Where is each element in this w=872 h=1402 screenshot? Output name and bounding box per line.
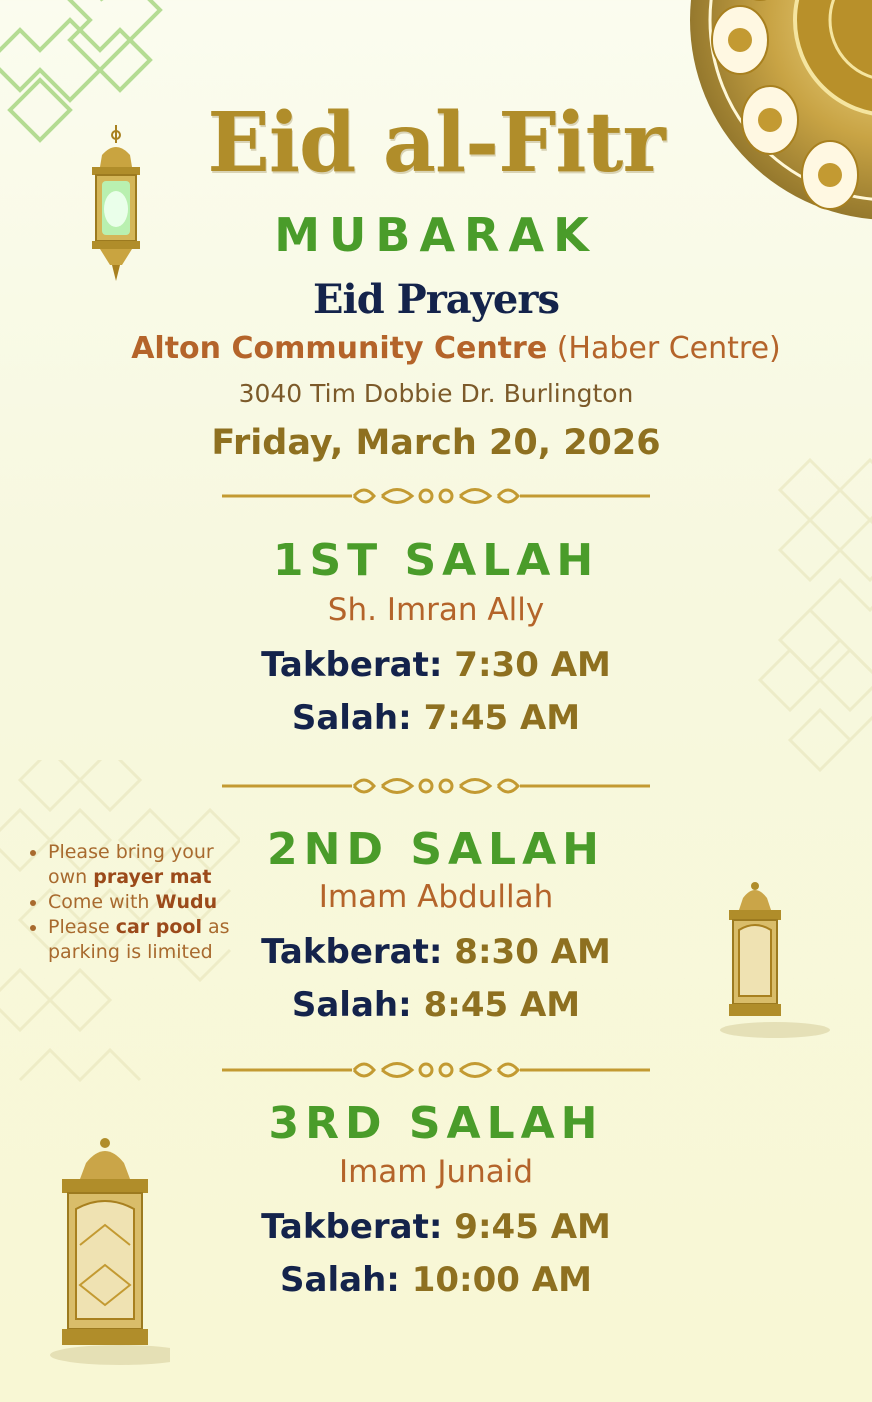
salah-imam: Imam Junaid: [338, 1154, 534, 1190]
salah-imam: Imam Abdullah: [318, 879, 554, 915]
venue-address: 3040 Tim Dobbie Dr. Burlington: [238, 379, 634, 408]
takberat-time: 9:45 AM: [454, 1207, 611, 1247]
venue-alias: (Haber Centre): [556, 331, 781, 366]
takberat-label: Takberat:: [261, 932, 443, 972]
salah-time: 8:45 AM: [423, 985, 581, 1025]
salah-time: 10:00 AM: [411, 1260, 592, 1300]
note-text: Please: [48, 916, 116, 938]
notes-list: [26, 840, 236, 965]
note-item: [26, 915, 236, 965]
note-text: as parking is limited: [48, 916, 230, 963]
takberat-row: [0, 1207, 872, 1247]
venue-line: [20, 331, 872, 366]
takberat-time: 7:30 AM: [454, 645, 611, 685]
venue-name: Alton Community Centre: [131, 331, 548, 366]
salah-label: Salah:: [291, 698, 412, 738]
event-date: Friday, March 20, 2026: [211, 423, 661, 463]
takberat-label: Takberat:: [261, 645, 443, 685]
takberat-row: [0, 645, 872, 685]
section-heading: Eid Prayers: [313, 276, 559, 323]
takberat-label: Takberat:: [261, 1207, 443, 1247]
note-text: Please bring your own: [48, 841, 214, 888]
note-emphasis: car pool: [115, 916, 202, 938]
note-text: Come with: [48, 891, 156, 913]
scroll-divider: [222, 481, 650, 511]
scroll-divider: [222, 771, 650, 801]
event-subtitle: MUBARAK: [274, 208, 598, 262]
salah-row: [0, 985, 872, 1025]
salah-label: Salah:: [280, 1260, 400, 1300]
event-title: Eid al-Fitr: [207, 95, 665, 191]
salah-row: [0, 698, 872, 738]
salah-time: 7:45 AM: [423, 698, 581, 738]
note-item: [26, 890, 236, 915]
salah-title: 3RD SALAH: [268, 1098, 604, 1149]
salah-row: [0, 1260, 872, 1300]
note-emphasis: Wudu: [155, 891, 218, 913]
salah-title: 1ST SALAH: [272, 535, 600, 586]
note-emphasis: prayer mat: [93, 866, 212, 888]
salah-imam: Sh. Imran Ally: [327, 592, 545, 628]
note-item: [26, 840, 236, 890]
salah-label: Salah:: [291, 985, 412, 1025]
salah-title: 2ND SALAH: [267, 824, 605, 875]
scroll-divider: [222, 1055, 650, 1085]
takberat-time: 8:30 AM: [454, 932, 611, 972]
